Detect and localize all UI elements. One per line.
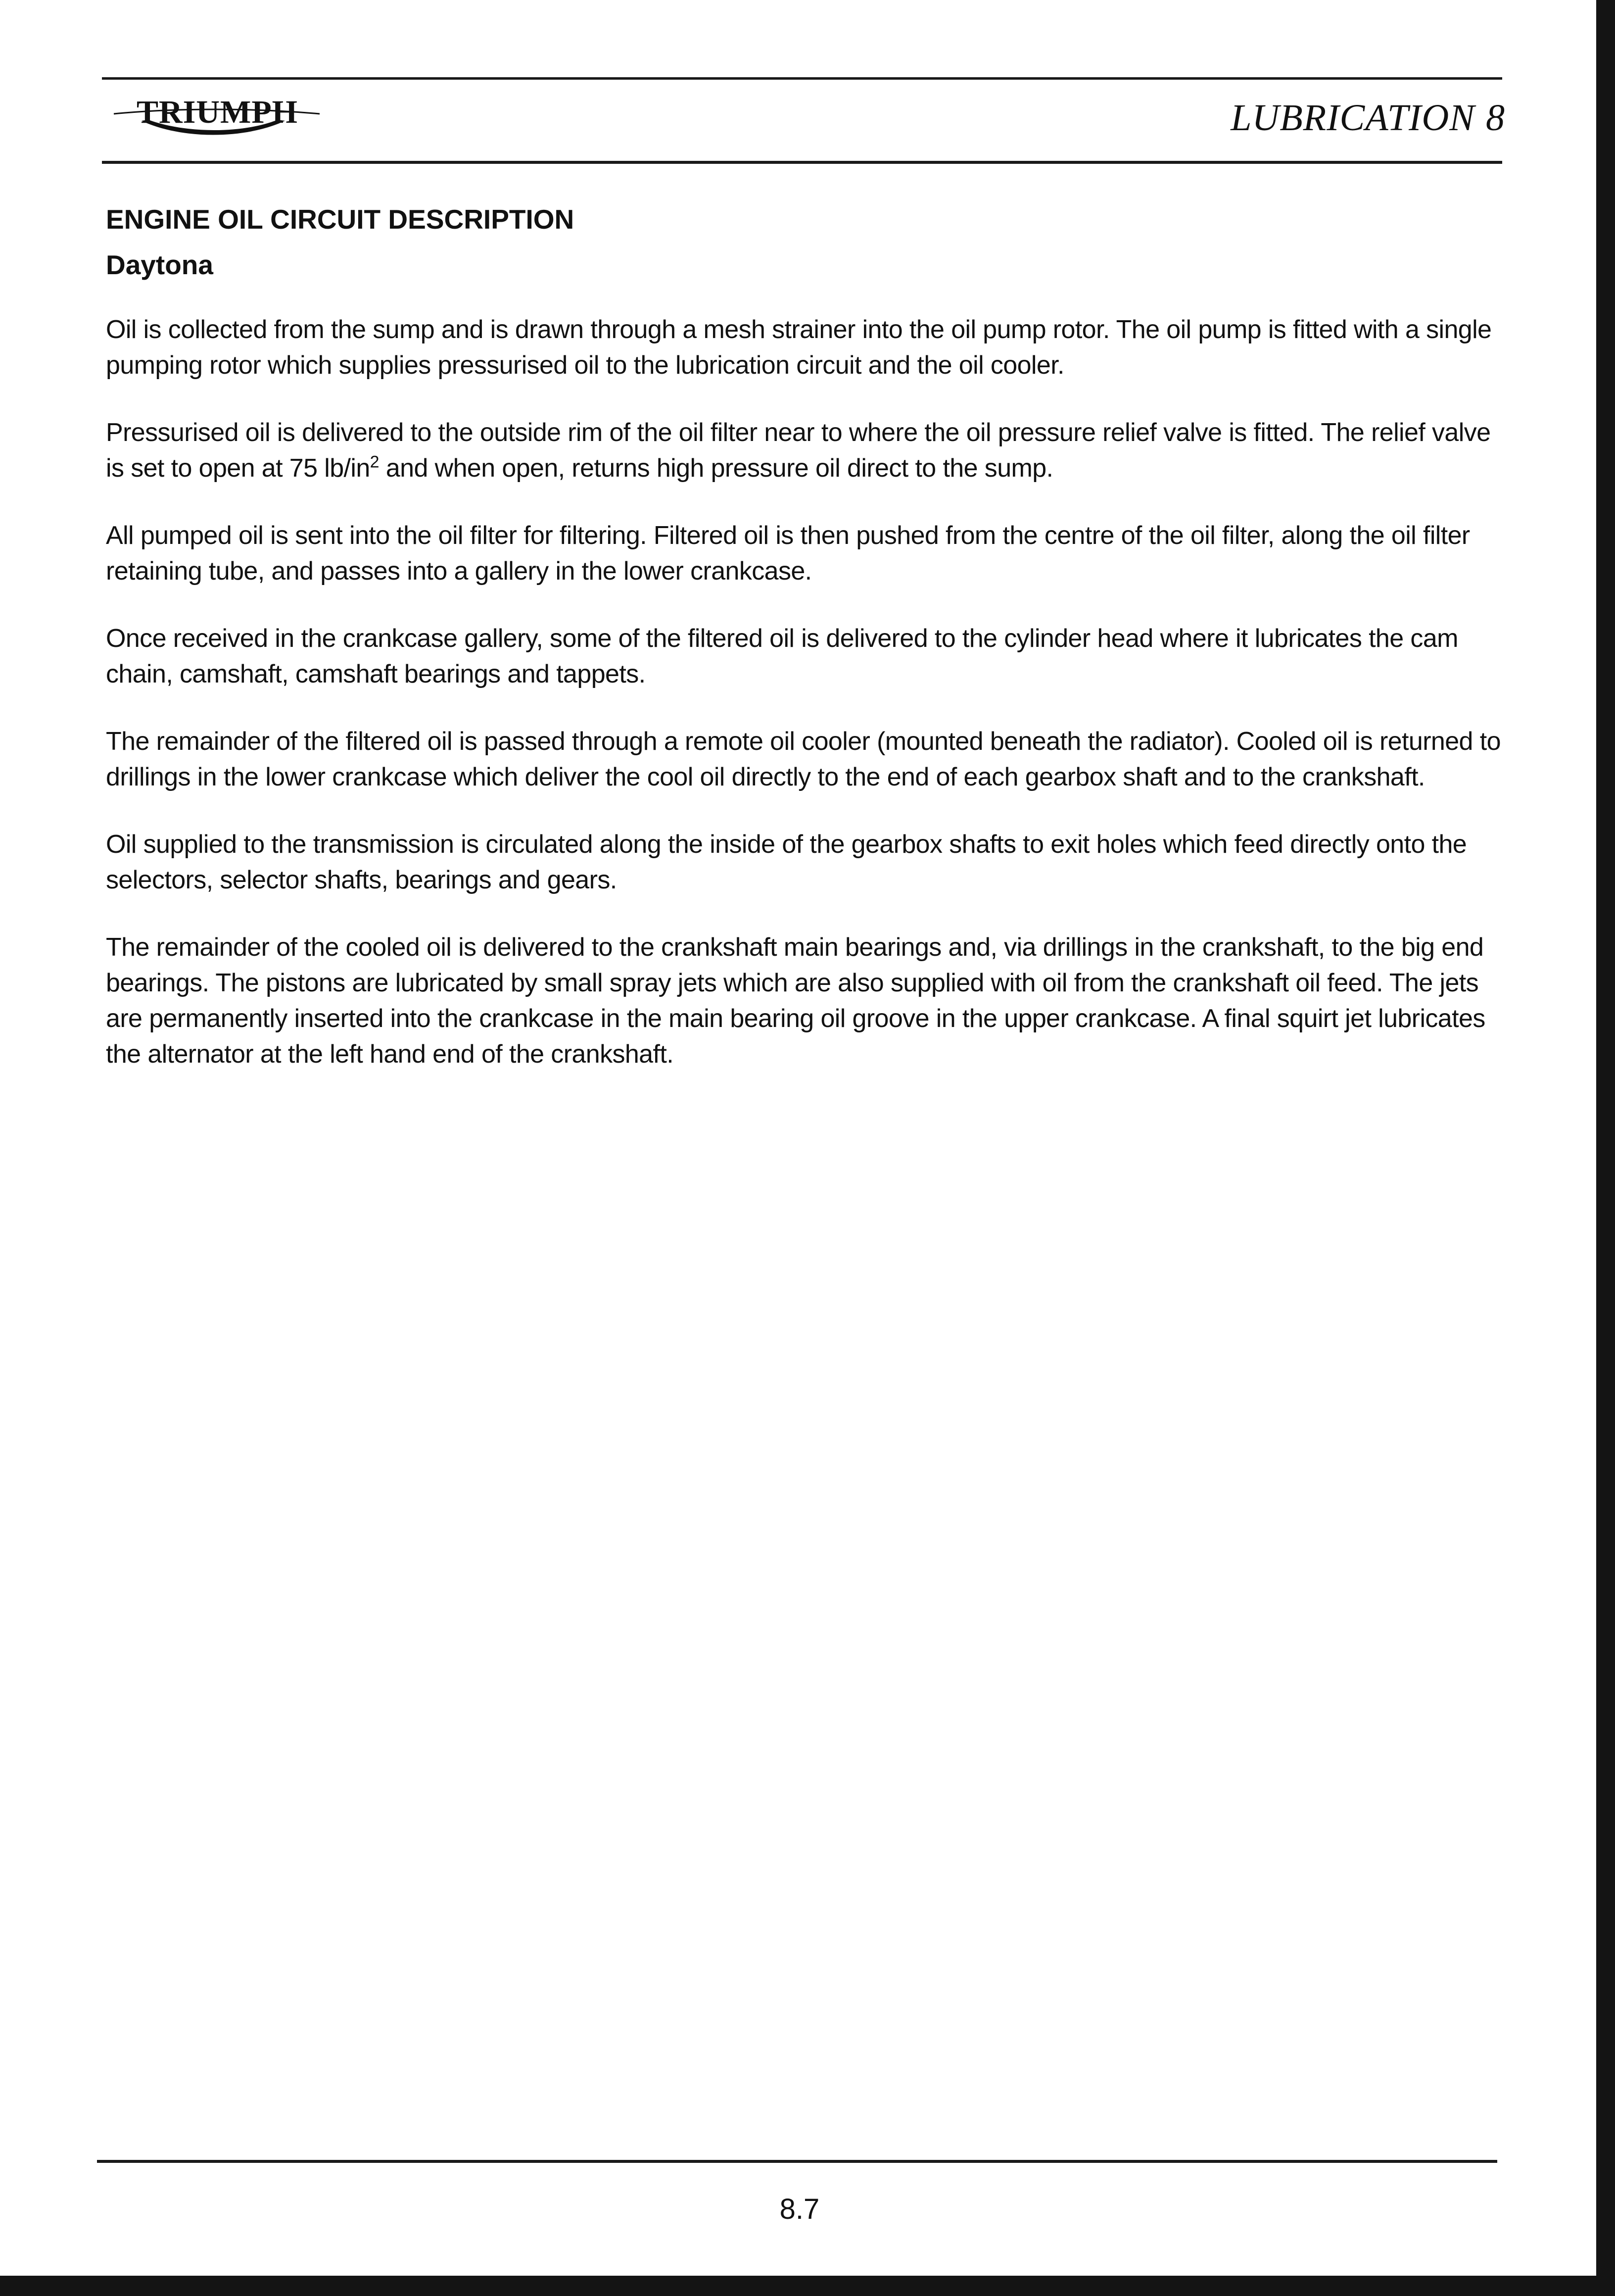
relief-valve-text-continued: and when open, returns high pressure oil direct to the sump. <box>379 454 1053 483</box>
triumph-logo <box>107 88 328 139</box>
paragraph-relief-valve <box>106 415 1512 486</box>
chapter-title <box>1231 97 1505 140</box>
paragraph-oil-filter: All pumped oil is sent into the oil filter for filtering. Filtered oil is then pushed from the centre of the oil filter, along the oil filter retaining tube, and passes into a gallery in the lower crankcase. <box>106 521 1470 586</box>
logo-lettering: TRIUMPH <box>137 94 298 130</box>
relief-valve-text: Pressurised oil is delivered to the outside rim of the oil filter near to where the oil pressure relief valve is fitted. The relief valve is set to open at 75 lb/in <box>106 418 1491 483</box>
section-title: ENGINE OIL CIRCUIT DESCRIPTION <box>106 204 574 235</box>
subsection-title: Daytona <box>106 249 213 280</box>
paragraph-cylinder-head: Once received in the crankcase gallery, some of the filtered oil is delivered to the cylinder head where it lubricates the cam chain, camshaft, camshaft bearings and tappets. <box>106 624 1458 688</box>
paragraph-oil-cooler: The remainder of the filtered oil is passed through a remote oil cooler (mounted beneath the radiator). Cooled oil is returned to drillings in the lower crankcase which deliver the cool oil directly to the end of each gearbox shaft and to the crankshaft. <box>106 727 1501 791</box>
paragraph-oil-collection: Oil is collected from the sump and is drawn through a mesh strainer into the oil pump rotor. The oil pump is fitted with a single pumping rotor which supplies pressurised oil to the lubrication circuit and the oil cooler. <box>106 315 1492 380</box>
unit-superscript: 2 <box>370 452 379 472</box>
footer-rule <box>97 2160 1497 2163</box>
page-content <box>106 203 1512 1072</box>
scan-border-bottom <box>0 2276 1615 2296</box>
chapter-name: LUBRICATION <box>1231 97 1475 139</box>
paragraph-transmission: Oil supplied to the transmission is circulated along the inside of the gearbox shafts to exit holes which feed directly onto the selectors, selector shafts, bearings and gears. <box>106 830 1467 894</box>
page-number: 8.7 <box>779 2193 820 2225</box>
header-top-rule <box>102 77 1502 80</box>
header-bottom-rule <box>102 161 1502 164</box>
paragraph-crankshaft-bearings: The remainder of the cooled oil is delivered to the crankshaft main bearings and, via drillings in the crankshaft, to the big end bearings. The pistons are lubricated by small spray jets which are also supplied with oil from the crankshaft oil feed. The jets are permanently inserted into the crankcase in the main bearing oil groove in the upper crankcase. A final squirt jet lubricates the alternator at the left hand end of the crankshaft. <box>106 933 1485 1069</box>
scan-border-right <box>1596 0 1615 2296</box>
chapter-number: 8 <box>1486 97 1505 139</box>
